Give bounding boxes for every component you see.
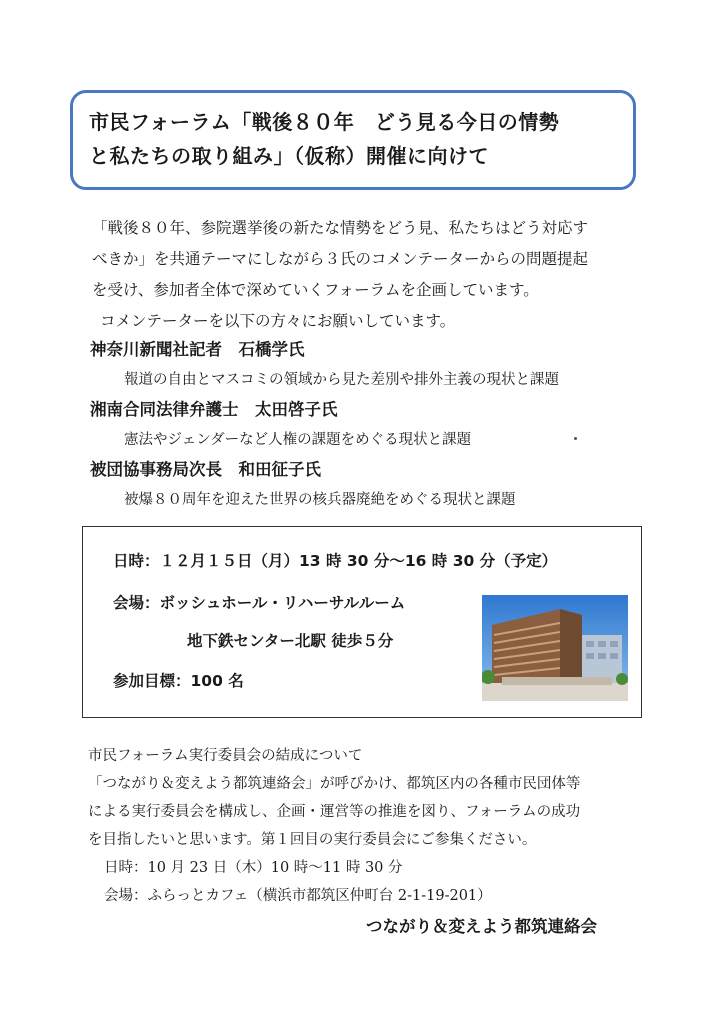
title-line-2: と私たちの取り組み」（仮称）開催に向けて bbox=[89, 144, 489, 168]
committee-venue: 会場：ふらっとカフェ（横浜市都筑区仲町台 2-1-19-201） bbox=[104, 888, 492, 904]
speaker-list bbox=[90, 335, 650, 515]
intro-line: コメンテーターを以下の方々にお願いしています。 bbox=[100, 312, 456, 330]
speaker-item bbox=[90, 395, 650, 455]
committee-heading: 市民フォーラム実行委員会の結成について bbox=[88, 748, 363, 764]
title-line-1: 市民フォーラム「戦後８０年 どう見る今日の情勢 bbox=[89, 110, 560, 134]
event-venue: 会場：ボッシュホール・リハーサルルーム bbox=[113, 594, 406, 612]
intro-line: べきか」を共通テーマにしながら３氏のコメンテーターからの問題提起 bbox=[92, 250, 589, 268]
committee-line: による実行委員会を構成し、企画・運営等の推進を図り、フォーラムの成功 bbox=[88, 804, 581, 820]
committee-line: 「つながり＆変えよう都筑連絡会」が呼びかけ、都筑区内の各種市民団体等 bbox=[88, 776, 581, 792]
event-info-box bbox=[82, 526, 642, 718]
speaker-topic: 被爆８０周年を迎えた世界の核兵器廃絶をめぐる現状と課題 bbox=[124, 492, 516, 508]
event-target: 参加目標：100 名 bbox=[113, 672, 244, 690]
speaker-name: 湘南合同法律弁護士 太田啓子氏 bbox=[90, 400, 338, 419]
speaker-topic: 報道の自由とマスコミの領域から見た差別や排外主義の現状と課題 bbox=[124, 372, 559, 388]
event-datetime: 日時：１２月１５日（月）13 時 30 分～16 時 30 分（予定） bbox=[113, 552, 558, 570]
intro-paragraph bbox=[92, 213, 652, 337]
title-box bbox=[70, 90, 636, 190]
speaker-topic: 憲法やジェンダーなど人権の課題をめぐる現状と課題 bbox=[124, 432, 472, 448]
intro-line: 「戦後８０年、参院選挙後の新たな情勢をどう見、私たちはどう対応す bbox=[92, 219, 589, 237]
committee-section bbox=[88, 742, 648, 910]
committee-line: を目指したいと思います。第１回目の実行委員会にご参集ください。 bbox=[88, 832, 537, 848]
speaker-item bbox=[90, 455, 650, 515]
committee-datetime: 日時：10 月 23 日（木）10 時～11 時 30 分 bbox=[104, 860, 403, 876]
speaker-item bbox=[90, 335, 650, 395]
speaker-name: 被団協事務局次長 和田征子氏 bbox=[90, 460, 321, 479]
speaker-name: 神奈川新聞社記者 石橋学氏 bbox=[90, 340, 305, 359]
event-access: 地下鉄センター北駅 徒歩５分 bbox=[187, 632, 394, 650]
scan-speck bbox=[574, 437, 577, 440]
organizer-name: つながり＆変えよう都筑連絡会 bbox=[366, 917, 597, 936]
intro-line: を受け、参加者全体で深めていくフォーラムを企画しています。 bbox=[92, 281, 539, 299]
venue-building-photo bbox=[482, 595, 628, 701]
